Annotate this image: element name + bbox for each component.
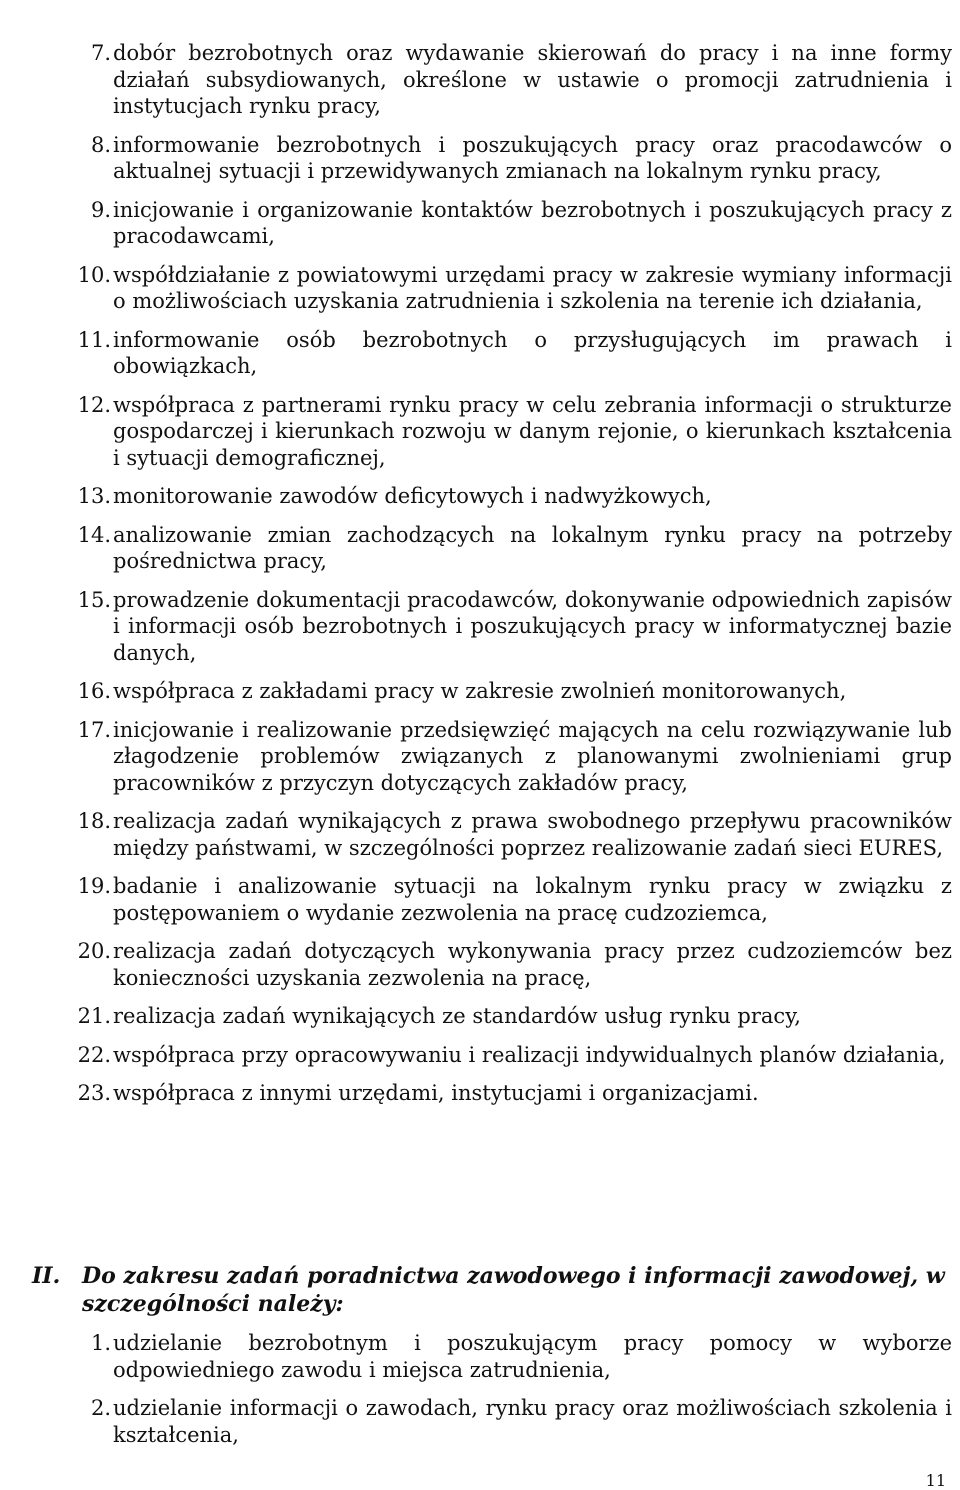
section-ii — [0, 1262, 960, 1460]
list-item-number: 18. — [77, 809, 111, 833]
list-item-text: informowanie bezrobotnych i poszukujących pracy oraz pracodawców o aktualnej sytuacji i przewidywanych zmianach na lokalnym rynku pracy, — [113, 132, 952, 183]
list-item — [0, 1003, 960, 1030]
list-item-text: realizacja zadań wynikających z prawa swobodnego przepływu pracowników między państwami, w szczególności poprzez realizowanie zadań sieci EURES, — [113, 809, 952, 860]
section-heading — [0, 1262, 960, 1318]
list-item — [0, 678, 960, 705]
list-item — [0, 327, 960, 380]
list-item-text: inicjowanie i realizowanie przedsięwzięć mających na celu rozwiązywanie lub złagodzenie problemów związanych z planowanymi zwolnieniami grup pracowników z przyczyn dotyczących zakładów pracy, — [113, 717, 952, 795]
list-item-text: udzielanie bezrobotnym i poszukującym pracy pomocy w wyborze odpowiedniego zawodu i miejsca zatrudnienia, — [113, 1331, 952, 1382]
list-item — [0, 392, 960, 472]
list-item-number: 7. — [90, 41, 111, 65]
list-item-number: 21. — [77, 1004, 111, 1028]
list-item-number: 23. — [77, 1081, 111, 1105]
list-item-number: 9. — [90, 197, 111, 222]
list-item — [0, 717, 960, 797]
list-item — [0, 1330, 960, 1383]
list-item-number: 15. — [77, 587, 111, 612]
list-item-text: prowadzenie dokumentacji pracodawców, dokonywanie odpowiednich zapisów i informacji osób bezrobotnych i poszukujących pracy w informatycznej bazie danych, — [113, 587, 952, 665]
list-item-number: 19. — [77, 874, 111, 898]
task-list — [0, 40, 960, 1119]
list-item-number: 10. — [77, 262, 111, 287]
list-item-number: 13. — [77, 484, 111, 508]
section-heading-text: Do zakresu zadań poradnictwa zawodowego i informacji zawodowej, w szczególności należy: — [82, 1263, 945, 1317]
list-item-text: udzielanie informacji o zawodach, rynku pracy oraz możliwościach szkolenia i kształcenia, — [113, 1396, 952, 1447]
list-item-text: analizowanie zmian zachodzących na lokalnym rynku pracy na potrzeby pośrednictwa pracy, — [113, 522, 952, 573]
list-item — [0, 522, 960, 575]
list-item-number: 22. — [77, 1042, 111, 1067]
list-item-number: 16. — [77, 679, 111, 703]
list-item — [0, 873, 960, 926]
list-item — [0, 1042, 960, 1069]
list-item-text: współpraca z zakładami pracy w zakresie zwolnień monitorowanych, — [113, 679, 847, 703]
list-item-text: współpraca przy opracowywaniu i realizacji indywidualnych planów działania, — [113, 1042, 946, 1067]
list-item — [0, 1395, 960, 1448]
list-item-text: realizacja zadań wynikających ze standardów usług rynku pracy, — [113, 1004, 801, 1028]
list-item-number: 12. — [77, 392, 111, 417]
section-number: II. — [32, 1263, 61, 1289]
list-item-number: 20. — [77, 939, 111, 963]
list-item-number: 1. — [90, 1331, 111, 1355]
list-item-text: badanie i analizowanie sytuacji na lokalnym rynku pracy w związku z postępowaniem o wydanie zezwolenia na pracę cudzoziemca, — [113, 874, 952, 925]
list-item — [0, 262, 960, 315]
list-item-number: 17. — [77, 717, 111, 742]
list-item — [0, 132, 960, 185]
list-item-number: 11. — [77, 327, 111, 352]
section-list — [0, 1330, 960, 1448]
list-item — [0, 40, 960, 120]
list-item — [0, 1080, 960, 1107]
list-item-text: informowanie osób bezrobotnych o przysługujących im prawach i obowiązkach, — [113, 327, 952, 378]
list-item-text: współdziałanie z powiatowymi urzędami pracy w zakresie wymiany informacji o możliwościach uzyskania zatrudnienia i szkolenia na terenie ich działania, — [113, 262, 952, 313]
list-item — [0, 197, 960, 250]
list-item — [0, 938, 960, 991]
page-number: 11 — [925, 1471, 946, 1490]
list-item-text: współpraca z innymi urzędami, instytucjami i organizacjami. — [113, 1081, 759, 1105]
list-item-text: realizacja zadań dotyczących wykonywania pracy przez cudzoziemców bez konieczności uzyskania zezwolenia na pracę, — [113, 939, 952, 990]
list-item — [0, 587, 960, 667]
list-item — [0, 808, 960, 861]
list-item-number: 8. — [90, 132, 111, 157]
list-item-number: 14. — [77, 522, 111, 547]
list-item-text: inicjowanie i organizowanie kontaktów bezrobotnych i poszukujących pracy z pracodawcami, — [113, 197, 952, 248]
list-item — [0, 483, 960, 510]
list-item-text: dobór bezrobotnych oraz wydawanie skierowań do pracy i na inne formy działań subsydiowanych, określone w ustawie o promocji zatrudnienia i instytucjach rynku pracy, — [113, 41, 952, 118]
list-item-number: 2. — [90, 1396, 111, 1420]
list-item-text: monitorowanie zawodów deficytowych i nadwyżkowych, — [113, 484, 712, 508]
list-item-text: współpraca z partnerami rynku pracy w celu zebrania informacji o strukturze gospodarczej i kierunkach rozwoju w danym rejonie, o kierunkach kształcenia i sytuacji demograficznej, — [113, 392, 952, 470]
